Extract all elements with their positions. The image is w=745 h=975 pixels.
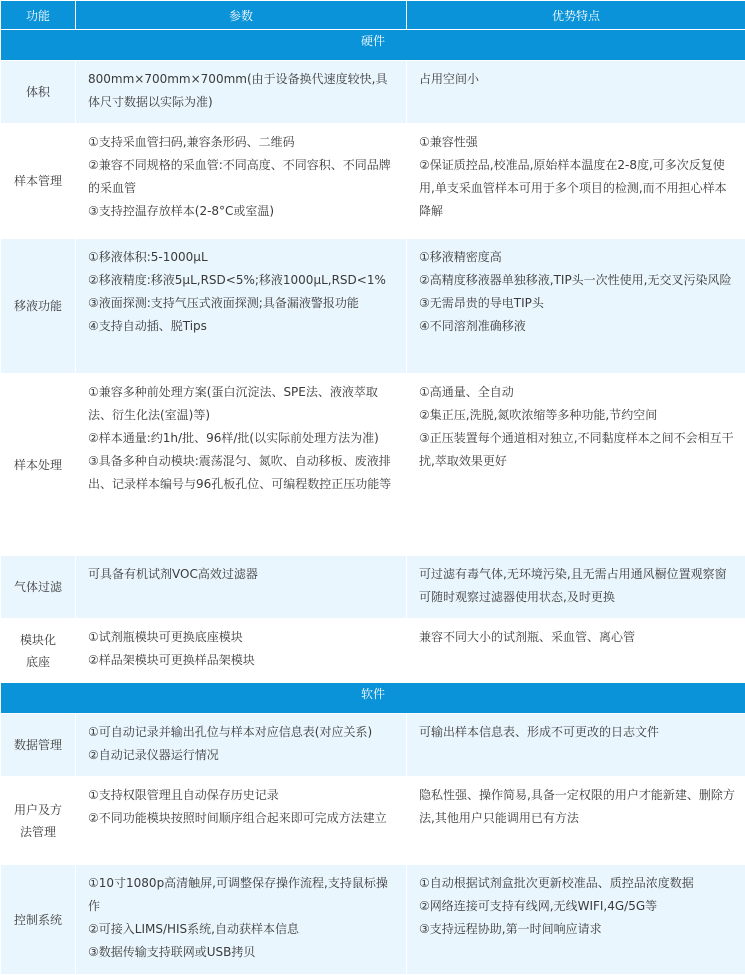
advantages-cell bbox=[407, 239, 745, 374]
cell-line: ③无需昂贵的导电TIP头 bbox=[419, 292, 737, 315]
cell-line: 气体过滤 bbox=[7, 576, 69, 598]
cell-line: ②样本通量:约1h/批、96样/批(以实际前处理方法为准) bbox=[88, 427, 398, 450]
function-cell bbox=[1, 124, 76, 239]
cell-line: ②集正压,洗脱,氮吹浓缩等多种功能,节约空间 bbox=[419, 404, 737, 427]
cell-line: ①移液体积:5-1000μL bbox=[88, 246, 398, 269]
cell-line: ①试剂瓶模块可更换底座模块 bbox=[88, 626, 398, 649]
cell-line: 模块化 bbox=[7, 629, 69, 651]
cell-line: ①兼容性强 bbox=[419, 131, 737, 154]
cell-line: ①支持权限管理且自动保存历史记录 bbox=[88, 784, 398, 807]
cell-line: ①高通量、全自动 bbox=[419, 381, 737, 404]
cell-line: ②不同功能模块按照时间顺序组合起来即可完成方法建立 bbox=[88, 807, 398, 830]
table-row bbox=[1, 865, 745, 975]
parameters-cell bbox=[76, 777, 407, 865]
cell-line: 样本处理 bbox=[7, 454, 69, 476]
advantages-cell bbox=[407, 865, 745, 975]
function-cell bbox=[1, 777, 76, 865]
cell-line: ④支持自动插、脱Tips bbox=[88, 315, 398, 338]
parameters-cell bbox=[76, 714, 407, 777]
parameters-cell bbox=[76, 865, 407, 975]
parameters-cell bbox=[76, 239, 407, 374]
table-row bbox=[1, 556, 745, 619]
cell-line: ②保证质控品,校准品,原始样本温度在2-8度,可多次反复使用,单支采血管样本可用于多个项目的检测,而不用担心样本降解 bbox=[419, 154, 737, 223]
cell-line: 可过滤有毒气体,无环境污染,且无需占用通风橱位置观察窗可随时观察过滤器使用状态,及时更换 bbox=[419, 563, 737, 609]
section-header-row bbox=[1, 683, 745, 714]
function-cell bbox=[1, 714, 76, 777]
cell-line: ②移液精度:移液5μL,RSD<5%;移液1000μL,RSD<1% bbox=[88, 269, 398, 292]
cell-line: ②可接入LIMS/HIS系统,自动获样本信息 bbox=[88, 918, 398, 941]
advantages-cell bbox=[407, 714, 745, 777]
cell-line: ③支持远程协助,第一时间响应请求 bbox=[419, 918, 737, 941]
cell-line: ①支持采血管扫码,兼容条形码、二维码 bbox=[88, 131, 398, 154]
parameters-cell bbox=[76, 124, 407, 239]
table-row bbox=[1, 124, 745, 239]
cell-line: ③支持控温存放样本(2-8°C或室温) bbox=[88, 200, 398, 223]
cell-line: 可具备有机试剂VOC高效过滤器 bbox=[88, 563, 398, 586]
cell-line: ④不同溶剂准确移液 bbox=[419, 315, 737, 338]
section-title: 硬件 bbox=[1, 30, 745, 61]
cell-line: 控制系统 bbox=[7, 909, 69, 931]
advantages-cell bbox=[407, 374, 745, 556]
section-header-row bbox=[1, 30, 745, 61]
table-row bbox=[1, 374, 745, 556]
advantages-cell bbox=[407, 556, 745, 619]
cell-line: ①兼容多种前处理方案(蛋白沉淀法、SPE法、液液萃取法、衍生化法(室温)等) bbox=[88, 381, 398, 427]
cell-line: 兼容不同大小的试剂瓶、采血管、离心管 bbox=[419, 626, 737, 649]
cell-line: 样本管理 bbox=[7, 170, 69, 192]
cell-line: 可输出样本信息表、形成不可更改的日志文件 bbox=[419, 721, 737, 744]
header-row bbox=[1, 1, 745, 30]
header-parameters: 参数 bbox=[76, 1, 407, 30]
function-cell bbox=[1, 374, 76, 556]
cell-line: ③具备多种自动模块:震荡混匀、氮吹、自动移板、废液排出、记录样本编号与96孔板孔位、可编程数控正压功能等 bbox=[88, 450, 398, 496]
cell-line: 体积 bbox=[7, 81, 69, 103]
cell-line: 800mm×700mm×700mm(由于设备换代速度较快,具体尺寸数据以实际为准) bbox=[88, 68, 398, 114]
cell-line: 法管理 bbox=[7, 821, 69, 843]
cell-line: ②样品架模块可更换样品架模块 bbox=[88, 649, 398, 672]
table-row bbox=[1, 239, 745, 374]
advantages-cell bbox=[407, 61, 745, 124]
parameters-cell bbox=[76, 374, 407, 556]
function-cell bbox=[1, 619, 76, 683]
cell-line: ③正压装置每个通道相对独立,不同黏度样本之间不会相互干扰,萃取效果更好 bbox=[419, 427, 737, 473]
cell-line: 数据管理 bbox=[7, 734, 69, 756]
section-title: 软件 bbox=[1, 683, 745, 714]
table-row bbox=[1, 61, 745, 124]
table-row bbox=[1, 777, 745, 865]
cell-line: ①移液精密度高 bbox=[419, 246, 737, 269]
header-advantages: 优势特点 bbox=[407, 1, 745, 30]
cell-line: ①自动根据试剂盒批次更新校准品、质控品浓度数据 bbox=[419, 872, 737, 895]
cell-line: 用户及方 bbox=[7, 799, 69, 821]
cell-line: ②网络连接可支持有线网,无线WIFI,4G/5G等 bbox=[419, 895, 737, 918]
function-cell bbox=[1, 865, 76, 975]
advantages-cell bbox=[407, 777, 745, 865]
header-function: 功能 bbox=[1, 1, 76, 30]
parameters-cell bbox=[76, 61, 407, 124]
advantages-cell bbox=[407, 619, 745, 683]
cell-line: ②兼容不同规格的采血管:不同高度、不同容积、不同品牌的采血管 bbox=[88, 154, 398, 200]
function-cell bbox=[1, 61, 76, 124]
cell-line: 隐私性强、操作简易,具备一定权限的用户才能新建、删除方法,其他用户只能调用已有方法 bbox=[419, 784, 737, 830]
parameters-cell bbox=[76, 556, 407, 619]
cell-line: ②高精度移液器单独移液,TIP头一次性使用,无交叉污染风险 bbox=[419, 269, 737, 292]
cell-line: 底座 bbox=[7, 651, 69, 673]
cell-line: ①可自动记录并输出孔位与样本对应信息表(对应关系) bbox=[88, 721, 398, 744]
cell-line: ③液面探测:支持气压式液面探测;具备漏液警报功能 bbox=[88, 292, 398, 315]
table-row bbox=[1, 619, 745, 683]
cell-line: ①10寸1080p高清触屏,可调整保存操作流程,支持鼠标操作 bbox=[88, 872, 398, 918]
table-body bbox=[1, 30, 745, 975]
cell-line: ③数据传输支持联网或USB拷贝 bbox=[88, 941, 398, 964]
cell-line: 移液功能 bbox=[7, 295, 69, 317]
cell-line: 占用空间小 bbox=[419, 68, 737, 91]
cell-line: ②自动记录仪器运行情况 bbox=[88, 744, 398, 767]
function-cell bbox=[1, 239, 76, 374]
advantages-cell bbox=[407, 124, 745, 239]
table-row bbox=[1, 714, 745, 777]
function-cell bbox=[1, 556, 76, 619]
parameters-cell bbox=[76, 619, 407, 683]
